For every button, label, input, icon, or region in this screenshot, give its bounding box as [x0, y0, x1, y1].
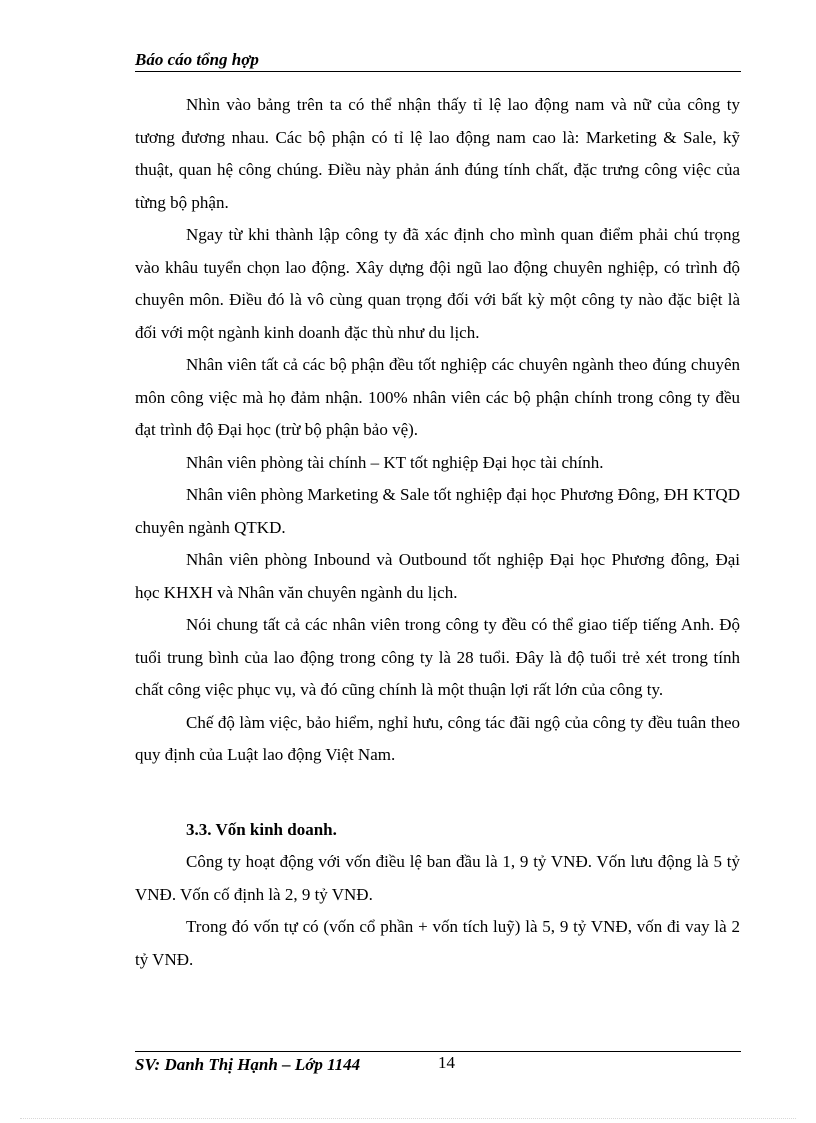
paragraph: Công ty hoạt động với vốn điều lệ ban đầu là 1, 9 tỷ VNĐ. Vốn lưu động là 5 tỷ VNĐ. Vốn cố định là 2, 9 tỷ VNĐ. — [135, 852, 740, 904]
page-bottom-border — [20, 1118, 796, 1119]
paragraph: Chế độ làm việc, bảo hiểm, nghỉ hưu, công tác đãi ngộ của công ty đều tuân theo quy định của Luật lao động Việt Nam. — [135, 712, 740, 764]
section-gap — [135, 772, 740, 814]
paragraph: Trong đó vốn tự có (vốn cổ phần + vốn tích luỹ) là 5, 9 tỷ VNĐ, vốn đi vay là 2 tỷ VNĐ. — [135, 917, 740, 969]
paragraph: Nói chung tất cả các nhân viên trong công ty đều có thể giao tiếp tiếng Anh. Độ tuổi trung bình của lao động trong công ty là 28 tuổi. Đây là độ tuổi trẻ xét trong tính chất công việc phục vụ, và đó cũng chính là một thuận lợi rất lớn của công ty. — [135, 615, 740, 699]
footer-author: SV: Danh Thị Hạnh – Lớp 1144 — [135, 1055, 361, 1074]
paragraph: Nhân viên phòng Marketing & Sale tốt nghiệp đại học Phương Đông, ĐH KTQD chuyên ngành QTKD. — [135, 485, 740, 537]
running-header: Báo cáo tổng hợp — [135, 50, 259, 69]
paragraph: Nhân viên phòng tài chính – KT tốt nghiệp Đại học tài chính. — [186, 452, 604, 472]
footer-divider — [135, 1051, 741, 1052]
section-heading: 3.3. Vốn kinh doanh. — [186, 819, 337, 839]
paragraph: Nhân viên tất cả các bộ phận đều tốt nghiệp các chuyên ngành theo đúng chuyên môn công việc mà họ đảm nhận. 100% nhân viên các bộ phận chính trong công ty đều đạt trình độ Đại học (trừ bộ phận bảo vệ). — [135, 355, 740, 439]
paragraph: Nhân viên phòng Inbound và Outbound tốt nghiệp Đại học Phương đông, Đại học KHXH và Nhân văn chuyên ngành du lịch. — [135, 550, 740, 602]
header-divider — [135, 71, 741, 72]
paragraph: Ngay từ khi thành lập công ty đã xác định cho mình quan điểm phải chú trọng vào khâu tuyển chọn lao động. Xây dựng đội ngũ lao động chuyên nghiệp, có trình độ chuyên môn. Điều đó là vô cùng quan trọng đối với bất kỳ một công ty nào đặc biệt là đối với một ngành kinh doanh đặc thù như du lịch. — [135, 225, 740, 342]
document-body — [135, 89, 740, 976]
page-number: 14 — [438, 1053, 455, 1072]
paragraph: Nhìn vào bảng trên ta có thể nhận thấy tỉ lệ lao động nam và nữ của công ty tương đương nhau. Các bộ phận có tỉ lệ lao động nam cao là: Marketing & Sale, kỹ thuật, quan hệ công chúng. Điều này phản ánh đúng tính chất, đặc trưng công việc của từng bộ phận. — [135, 95, 740, 212]
